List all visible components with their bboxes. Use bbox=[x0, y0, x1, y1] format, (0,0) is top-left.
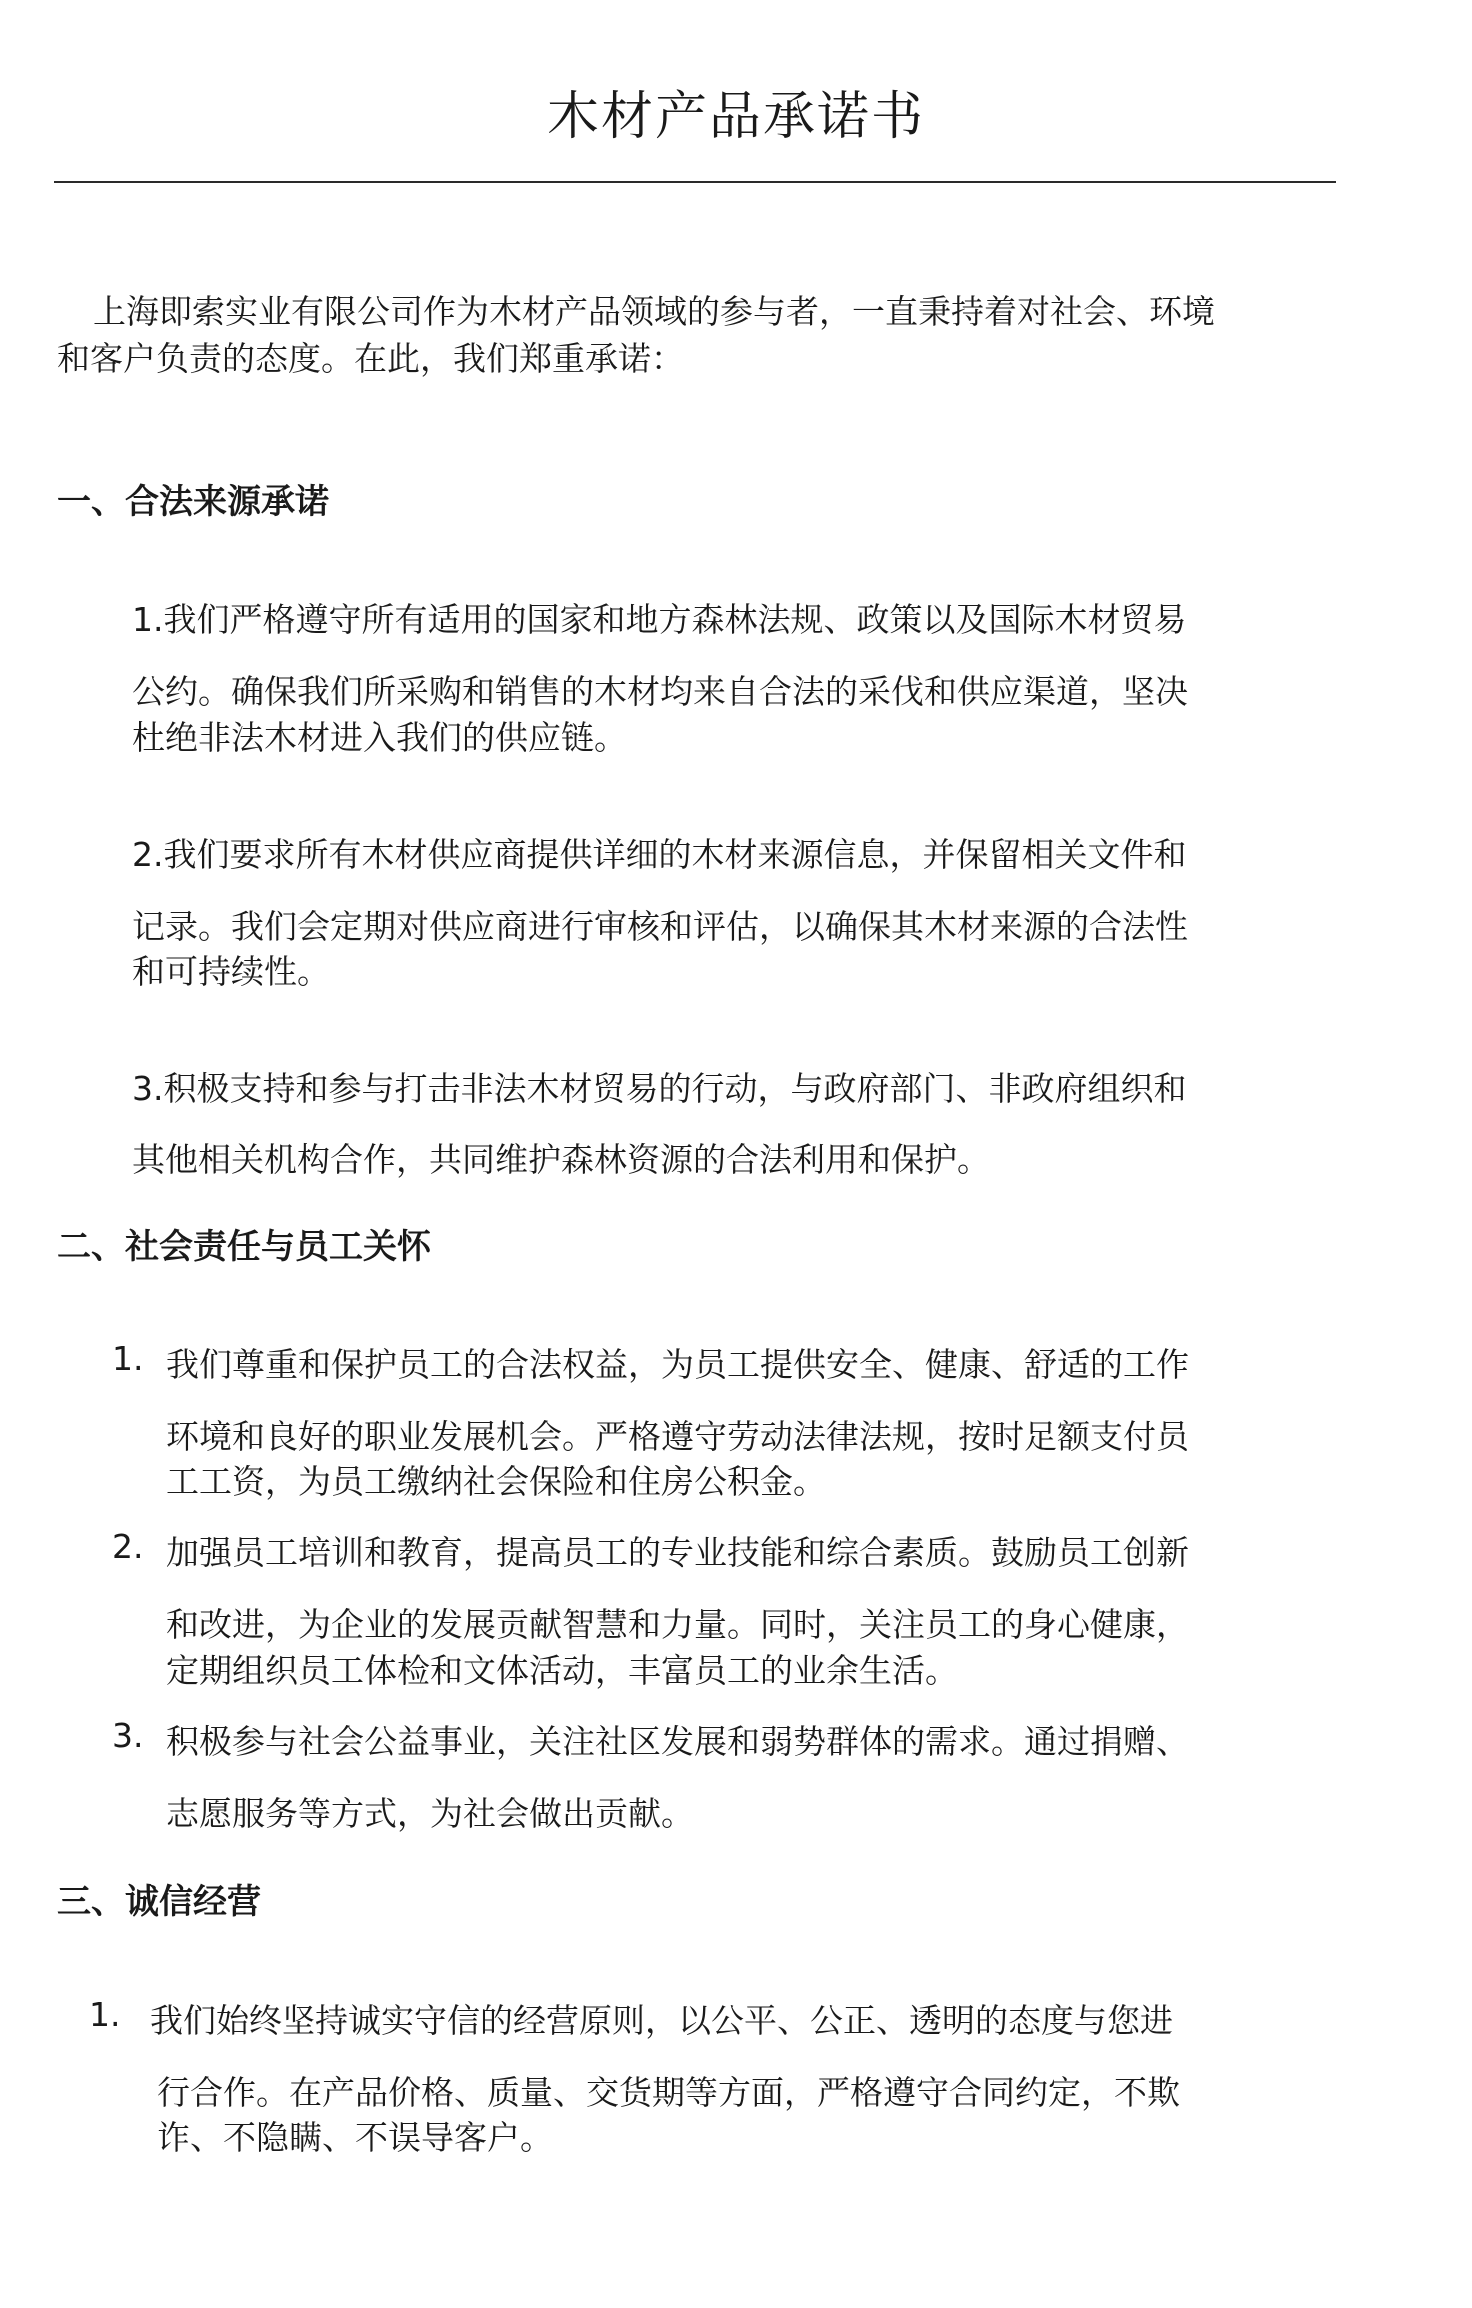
s2-item2-line1: 加强员工培训和教育，提高员工的专业技能和综合素质。鼓励员工创新 bbox=[166, 1533, 1189, 1572]
s2-item1-line2: 环境和良好的职业发展机会。严格遵守劳动法律法规，按时足额支付员 bbox=[166, 1417, 1189, 1456]
s1-item1-line2: 公约。确保我们所采购和销售的木材均来自合法的采伐和供应渠道，坚决 bbox=[132, 672, 1188, 711]
document-title: 木材产品承诺书 bbox=[546, 87, 925, 147]
intro-line-2: 和客户负责的态度。在此，我们郑重承诺： bbox=[57, 339, 684, 378]
s2-item3-line1: 积极参与社会公益事业，关注社区发展和弱势群体的需求。通过捐赠、 bbox=[166, 1722, 1189, 1761]
s1-item2-line3: 和可持续性。 bbox=[132, 952, 330, 991]
intro-line-1: 上海即索实业有限公司作为木材产品领域的参与者，一直秉持着对社会、环境 bbox=[93, 292, 1215, 331]
s3-item1-line1: 我们始终坚持诚实守信的经营原则，以公平、公正、透明的态度与您进 bbox=[150, 2001, 1173, 2040]
s2-item2-number: 2. bbox=[112, 1527, 144, 1566]
section2-heading: 二、社会责任与员工关怀 bbox=[57, 1227, 431, 1267]
s1-item3-line2: 其他相关机构合作，共同维护森林资源的合法利用和保护。 bbox=[132, 1140, 990, 1179]
s1-item2-line1: 2.我们要求所有木材供应商提供详细的木材来源信息，并保留相关文件和 bbox=[132, 835, 1187, 874]
s1-item1-line3: 杜绝非法木材进入我们的供应链。 bbox=[132, 718, 627, 757]
s1-item3-line1: 3.积极支持和参与打击非法木材贸易的行动，与政府部门、非政府组织和 bbox=[132, 1069, 1187, 1108]
s1-item2-line2: 记录。我们会定期对供应商进行审核和评估，以确保其木材来源的合法性 bbox=[132, 907, 1188, 946]
s2-item1-line3: 工工资，为员工缴纳社会保险和住房公积金。 bbox=[166, 1462, 826, 1501]
s3-item1-line2: 行合作。在产品价格、质量、交货期等方面，严格遵守合同约定，不欺 bbox=[157, 2073, 1180, 2112]
s2-item2-line2: 和改进，为企业的发展贡献智慧和力量。同时，关注员工的身心健康， bbox=[166, 1605, 1189, 1644]
s3-item1-line3: 诈、不隐瞒、不误导客户。 bbox=[157, 2118, 553, 2157]
s2-item1-number: 1. bbox=[112, 1339, 144, 1378]
section3-heading: 三、诚信经营 bbox=[57, 1882, 261, 1922]
s2-item3-number: 3. bbox=[112, 1716, 144, 1755]
s1-item1-line1: 1.我们严格遵守所有适用的国家和地方森林法规、政策以及国际木材贸易 bbox=[132, 600, 1187, 639]
s2-item1-line1: 我们尊重和保护员工的合法权益，为员工提供安全、健康、舒适的工作 bbox=[166, 1345, 1189, 1384]
s3-item1-number: 1. bbox=[89, 1995, 121, 2034]
title-divider bbox=[54, 181, 1336, 183]
s2-item2-line3: 定期组织员工体检和文体活动，丰富员工的业余生活。 bbox=[166, 1651, 958, 1690]
section1-heading: 一、合法来源承诺 bbox=[57, 482, 329, 522]
s2-item3-line2: 志愿服务等方式，为社会做出贡献。 bbox=[166, 1794, 694, 1833]
